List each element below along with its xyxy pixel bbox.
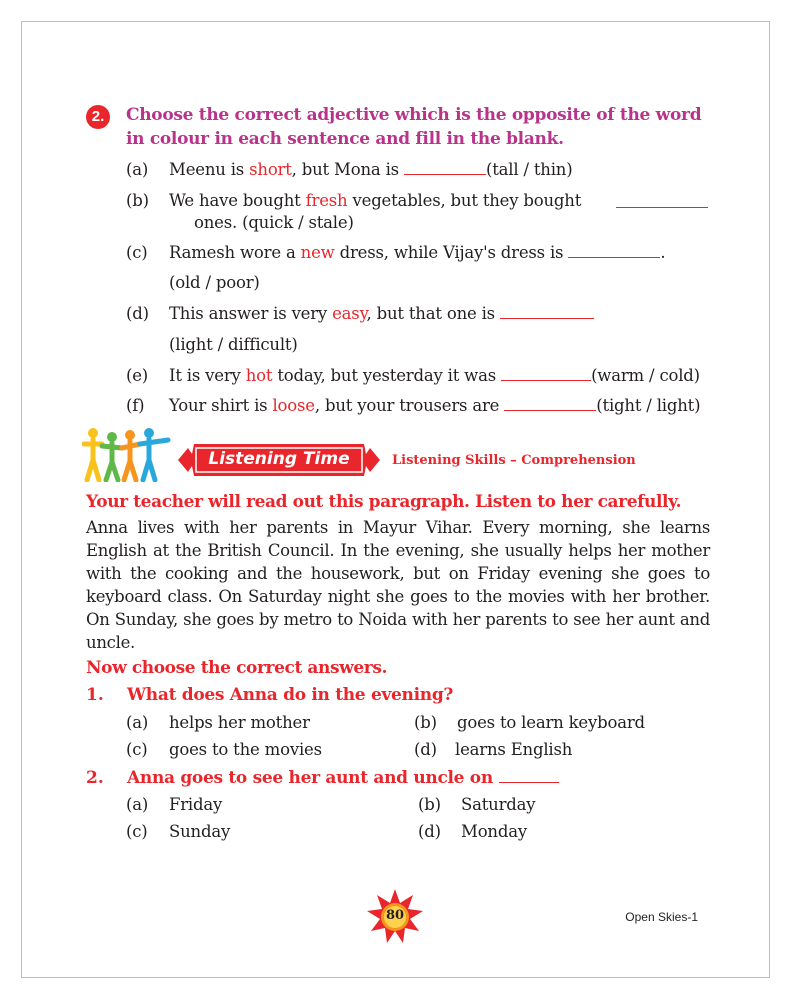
item-label: (e): [126, 366, 149, 385]
choose-answers-heading: Now choose the correct answers.: [86, 658, 388, 678]
item-b-line2: ones. (quick / stale): [194, 213, 354, 232]
item-text: This answer is very easy, but that one is: [169, 304, 594, 324]
mcq-1-number: 1.: [86, 685, 104, 705]
item-text: It is very hot today, but yesterday it was (warm / cold): [169, 366, 700, 385]
listening-skills-label: Listening Skills – Comprehension: [392, 453, 636, 468]
listening-paragraph: Anna lives with her parents in Mayur Vihar. Every morning, she learns English at the British Council. In the evening, she usually helps her mother with the cooking and the housework, but on Friday evening she goes to keyboard class. On Saturday night she goes to the movies with her brother. On Sunday, she goes by metro to Noida with her parents to see her aunt and uncle.: [86, 518, 710, 652]
coloured-word: short: [249, 160, 292, 179]
mcq-2-option-d[interactable]: (d) Monday: [418, 822, 527, 841]
item-text: Meenu is short, but Mona is (tall / thin): [169, 160, 573, 179]
item-text: Your shirt is loose, but your trousers are (tight / light): [169, 396, 701, 415]
answer-blank[interactable]: [501, 366, 591, 381]
question-2-badge: 2.: [86, 105, 110, 129]
coloured-word: loose: [272, 396, 315, 415]
coloured-word: fresh: [305, 191, 348, 210]
mcq-1-option-c[interactable]: (c) goes to the movies: [126, 740, 322, 759]
mcq-1-question: What does Anna do in the evening?: [127, 685, 454, 705]
mcq-1-option-b[interactable]: (b) goes to learn keyboard: [414, 713, 645, 732]
answer-blank[interactable]: [616, 193, 708, 208]
listening-time-banner: [178, 444, 380, 476]
item-label: (b): [126, 191, 149, 210]
item-label: (d): [126, 304, 149, 323]
item-hint: (tight / light): [596, 396, 701, 415]
coloured-word: easy: [332, 304, 367, 323]
question-2-heading-line1: Choose the correct adjective which is the opposite of the word: [126, 105, 702, 125]
listening-instruction: Your teacher will read out this paragraph. Listen to her carefully.: [86, 492, 682, 512]
mcq-2-question: Anna goes to see her aunt and uncle on: [127, 768, 559, 788]
mcq-2-option-b[interactable]: (b) Saturday: [418, 795, 536, 814]
question-2-heading: [126, 103, 726, 151]
banner-title: Listening Time: [208, 449, 350, 469]
page-number: 80: [385, 908, 405, 923]
item-hint: (tall / thin): [485, 160, 573, 179]
item-d-line2: (light / difficult): [169, 335, 298, 354]
children-holding-hands-icon: [82, 426, 174, 482]
item-label: (c): [126, 243, 148, 262]
mcq-2-option-a[interactable]: (a) Friday: [126, 795, 223, 814]
item-label: (f): [126, 396, 145, 415]
answer-blank[interactable]: [568, 243, 660, 258]
coloured-word: hot: [245, 366, 273, 385]
mcq-1-option-d[interactable]: (d) learns English: [414, 740, 573, 759]
mcq-1-option-a[interactable]: (a) helps her mother: [126, 713, 310, 732]
mcq-2-number: 2.: [86, 768, 104, 788]
question-2-heading-line2: in colour in each sentence and fill in the blank.: [126, 129, 564, 149]
answer-blank[interactable]: [500, 304, 594, 319]
answer-blank[interactable]: [404, 160, 486, 175]
item-c-line2: (old / poor): [169, 273, 260, 292]
book-title: Open Skies-1: [625, 910, 698, 924]
mcq-2-option-c[interactable]: (c) Sunday: [126, 822, 231, 841]
answer-blank[interactable]: [499, 768, 559, 783]
page-number-badge: [367, 889, 423, 945]
item-text: We have bought fresh vegetables, but they bought: [169, 191, 582, 210]
coloured-word: new: [300, 243, 335, 262]
item-label: (a): [126, 160, 149, 179]
item-hint: (warm / cold): [591, 366, 700, 385]
item-text: Ramesh wore a new dress, while Vijay's dress is .: [169, 243, 666, 262]
answer-blank[interactable]: [504, 396, 596, 411]
